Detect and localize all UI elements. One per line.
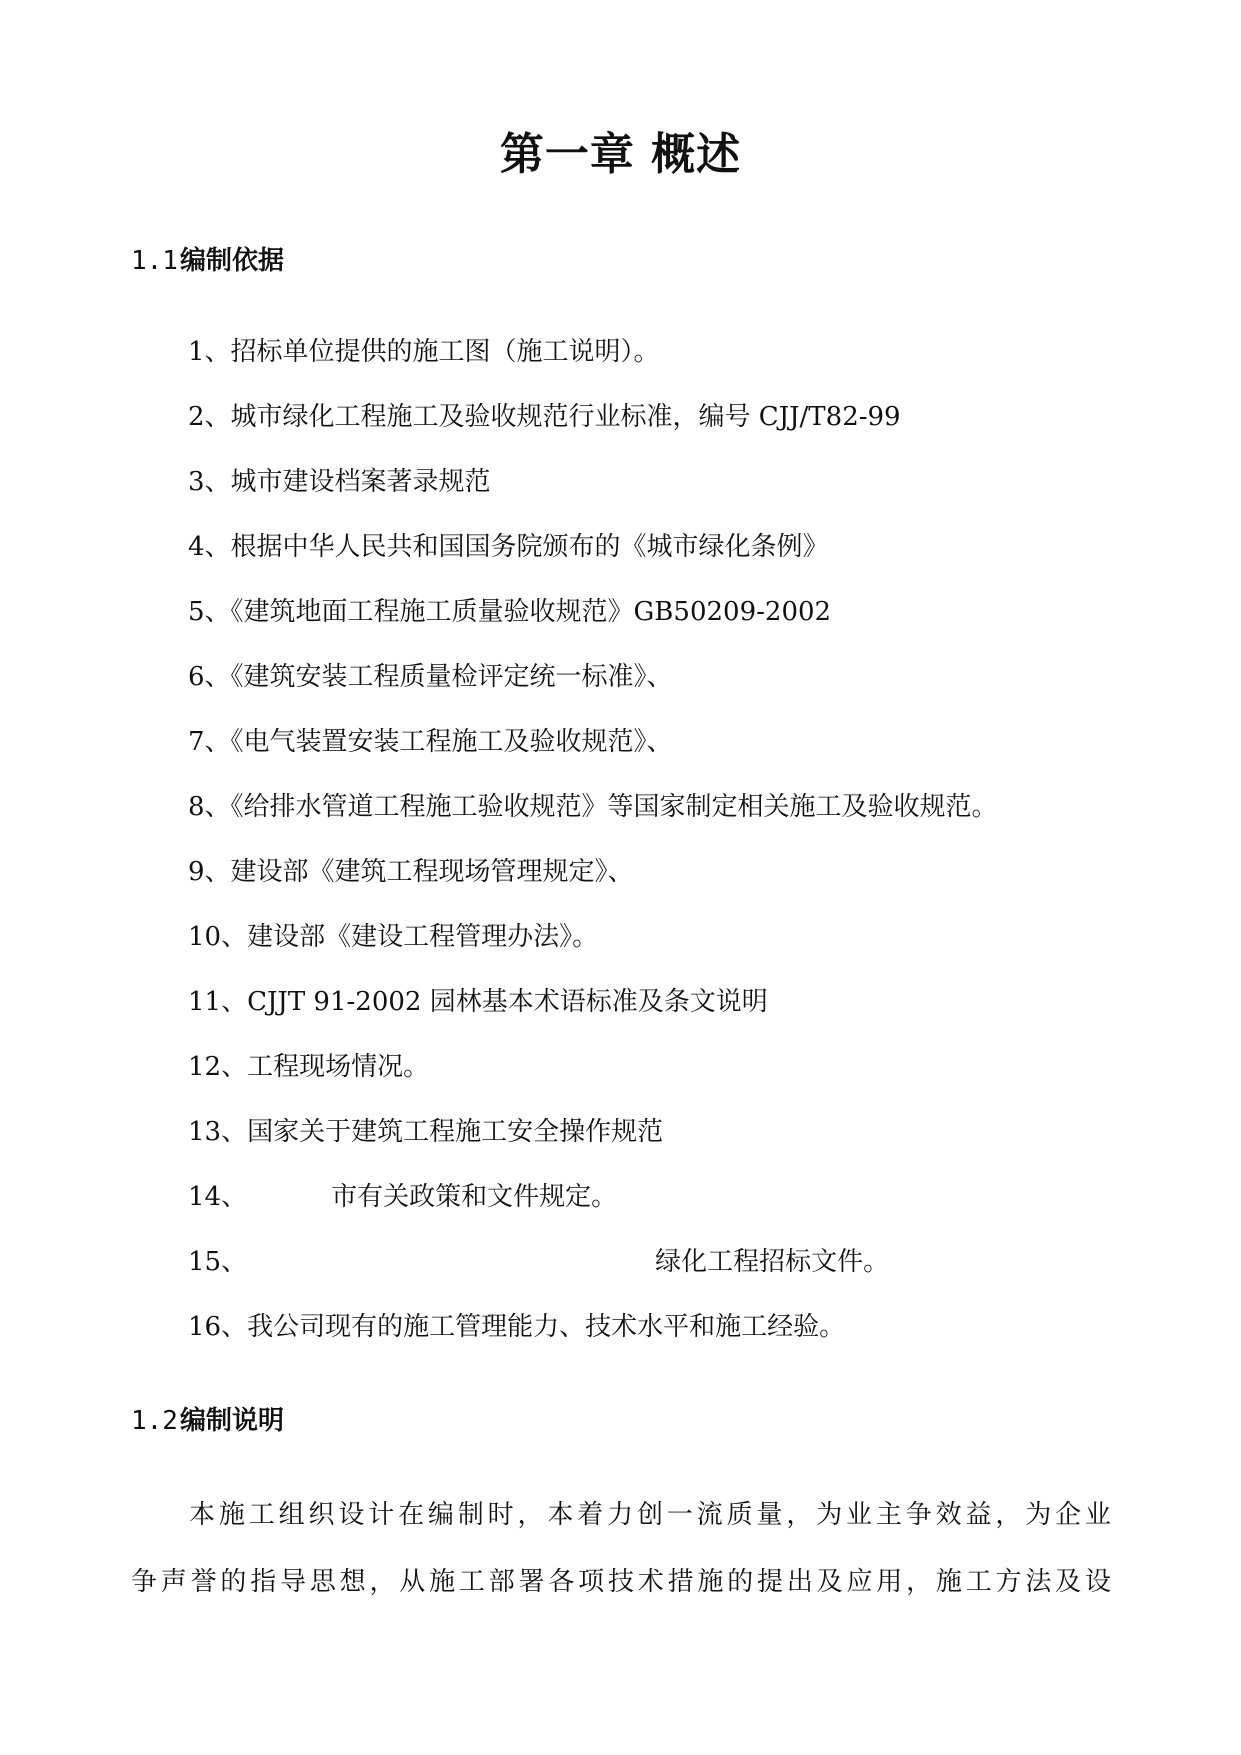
list-item: 2、城市绿化工程施工及验收规范行业标准，编号 CJJ/T82-99	[188, 402, 901, 432]
item-number: 15、	[188, 1247, 248, 1277]
list-item: 5、《建筑地面工程施工质量验收规范》GB50209-2002	[188, 597, 832, 627]
paragraph-line: 本施工组织设计在编制时，本着力创一流质量，为业主争效益，为企业	[189, 1500, 1111, 1530]
item-text: 市有关政策和文件规定。	[331, 1182, 618, 1212]
list-item: 7、《电气装置安装工程施工及验收规范》、	[188, 727, 673, 757]
section-heading-1-1	[131, 240, 284, 277]
list-item: 8、《给排水管道工程施工验收规范》等国家制定相关施工及验收规范。	[188, 792, 998, 822]
list-item-15	[188, 1230, 998, 1295]
item-number: 14、	[188, 1182, 248, 1212]
section-number: 1.1	[131, 246, 178, 276]
description-paragraph	[131, 1482, 1111, 1616]
list-item: 4、根据中华人民共和国国务院颁布的《城市绿化条例》	[188, 532, 829, 562]
item-text: 绿化工程招标文件。	[655, 1247, 890, 1277]
section-heading-1-2	[131, 1400, 284, 1437]
section-number: 1.2	[131, 1406, 178, 1436]
list-item: 1、招标单位提供的施工图（施工说明）。	[188, 337, 660, 367]
chapter-title: 第一章 概述	[499, 129, 742, 180]
list-item-14	[188, 1165, 998, 1230]
list-item: 9、建设部《建筑工程现场管理规定》、	[188, 857, 634, 887]
list-item: 10、建设部《建设工程管理办法》。	[188, 922, 599, 952]
paragraph-line: 争声誉的指导思想，从施工部署各项技术措施的提出及应用，施工方法及设	[131, 1567, 1111, 1597]
list-item: 16、我公司现有的施工管理能力、技术水平和施工经验。	[188, 1312, 846, 1342]
section-title: 编制说明	[179, 1406, 284, 1436]
list-item: 13、国家关于建筑工程施工安全操作规范	[188, 1117, 664, 1147]
section-title: 编制依据	[179, 246, 284, 276]
list-item: 12、工程现场情况。	[188, 1052, 430, 1082]
list-item: 3、城市建设档案著录规范	[188, 467, 491, 497]
basis-list	[188, 320, 998, 1360]
list-item: 6、《建筑安装工程质量检评定统一标准》、	[188, 662, 673, 692]
list-item: 11、CJJT 91-2002 园林基本术语标准及条文说明	[188, 987, 768, 1017]
